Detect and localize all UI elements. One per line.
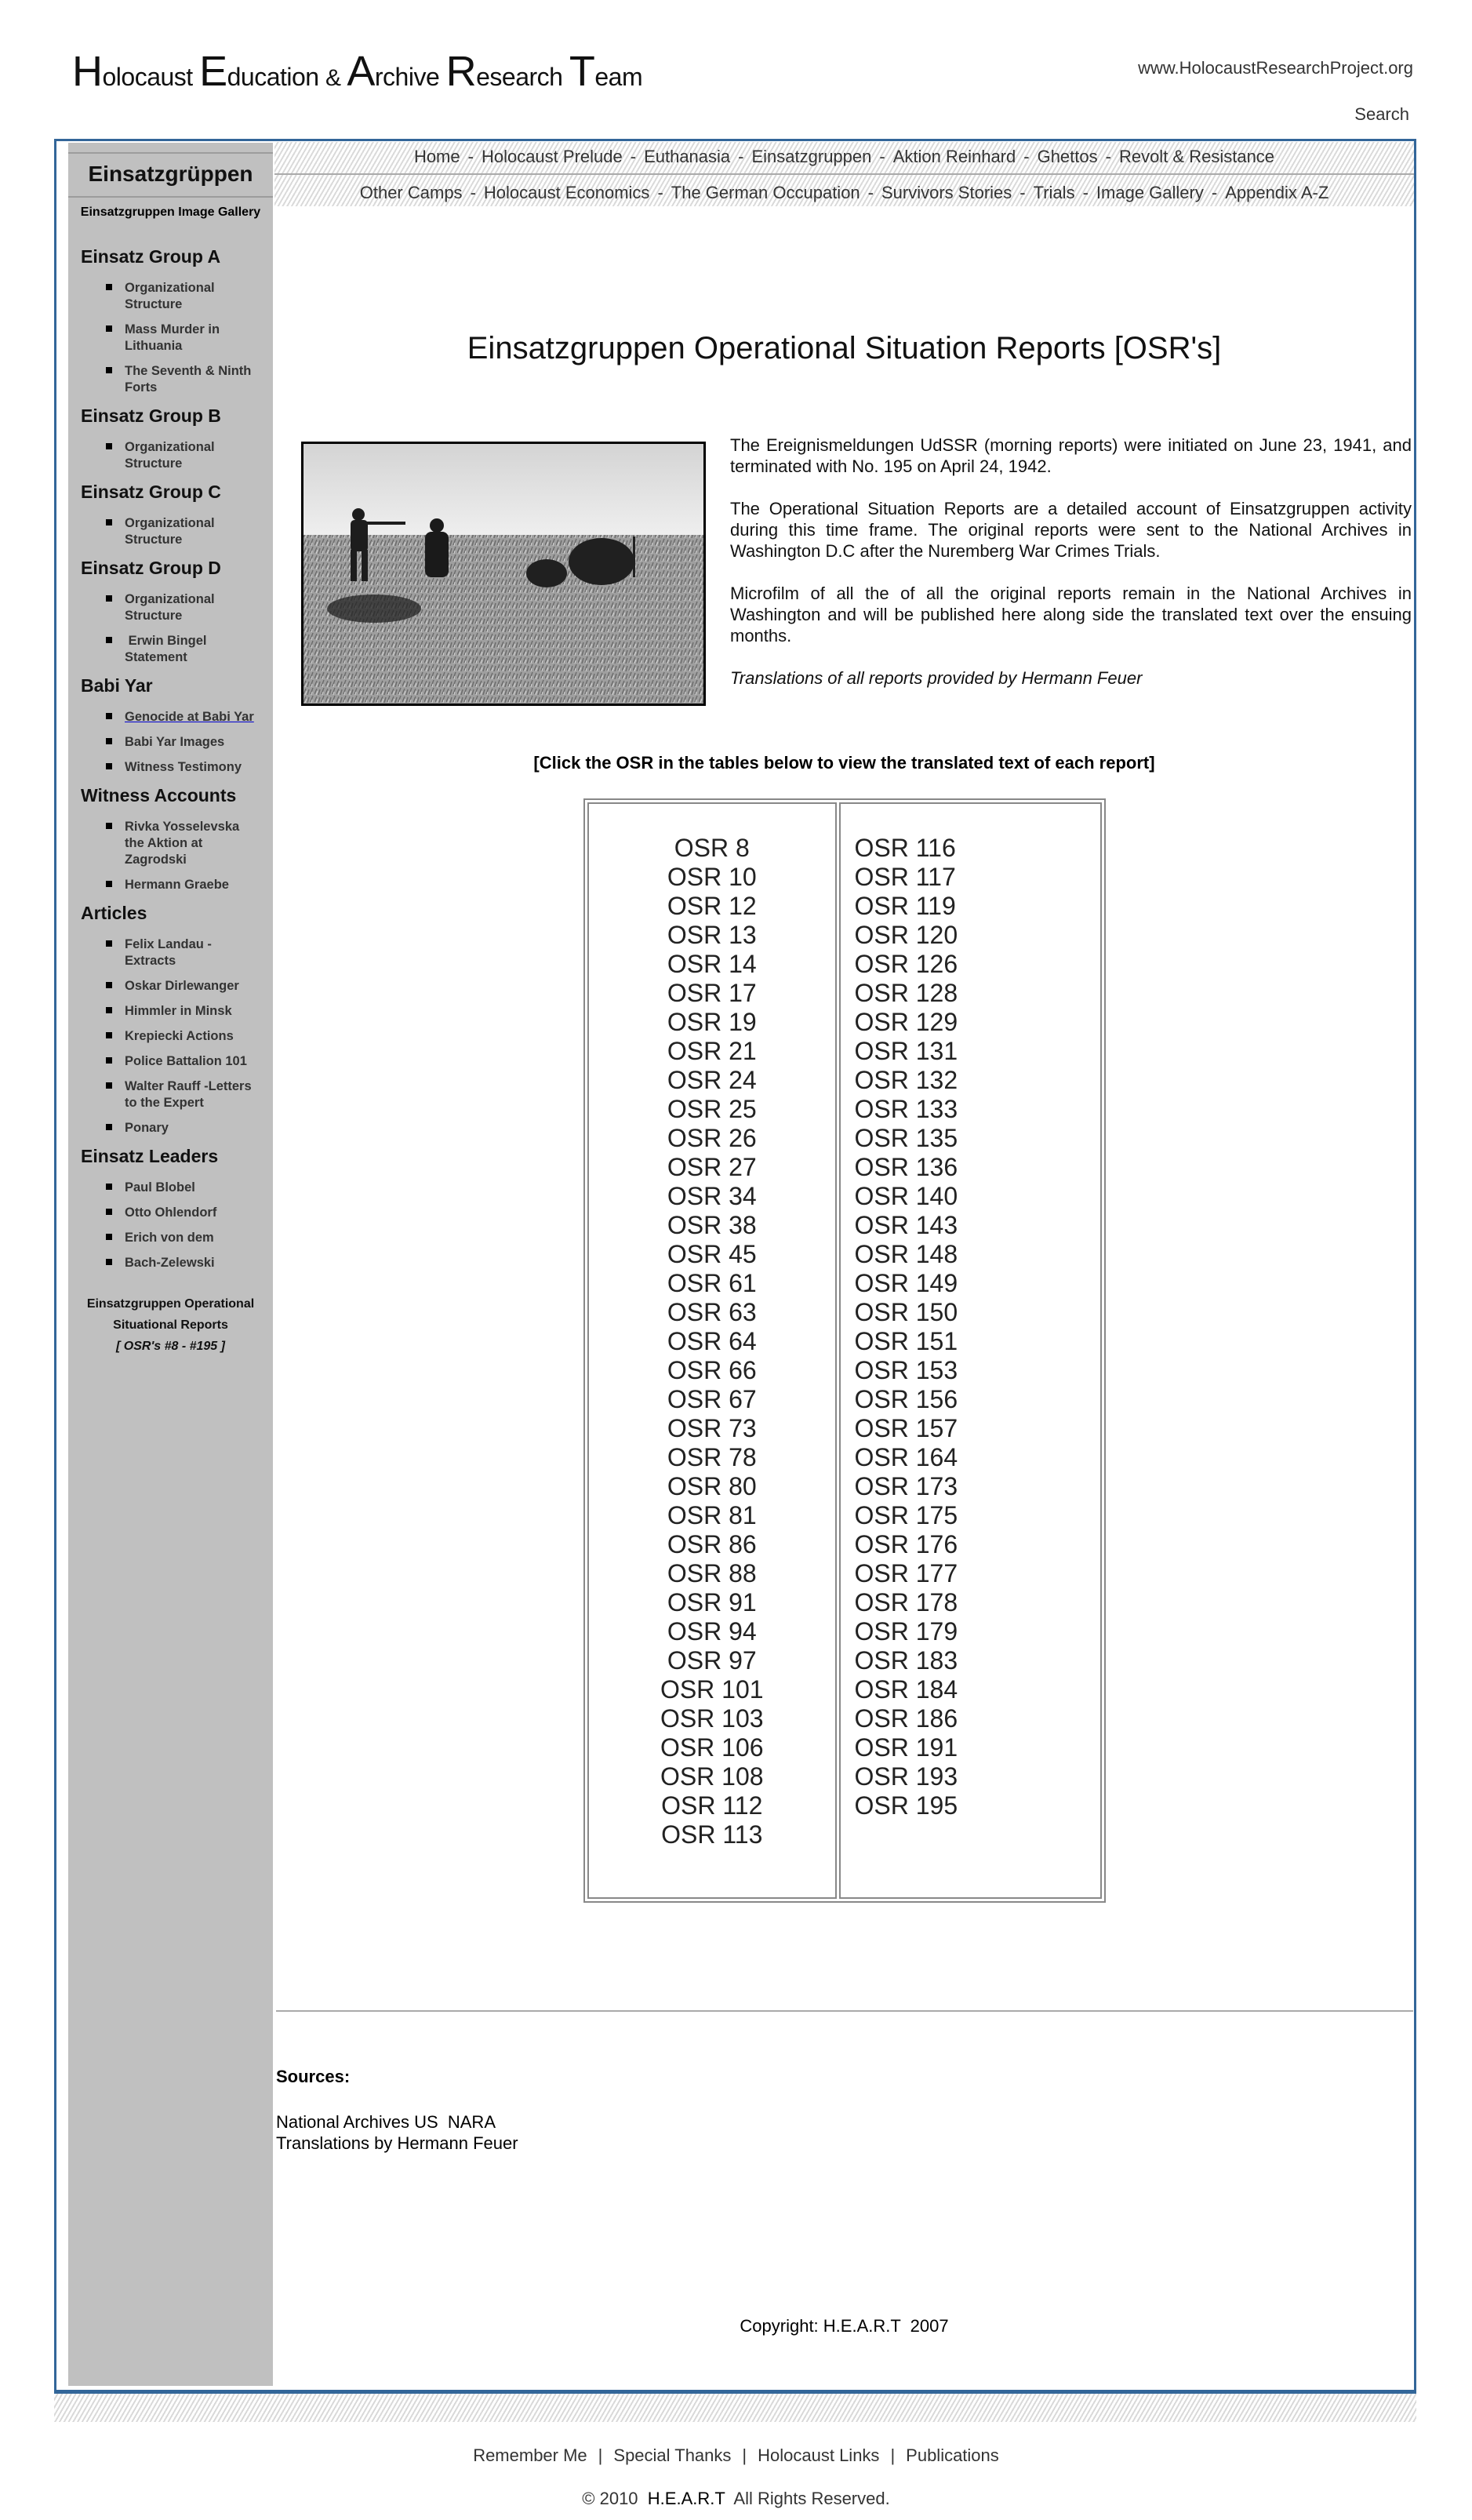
- osr-link-osr-34[interactable]: OSR 34: [667, 1182, 757, 1210]
- nav-separator: -: [657, 183, 663, 202]
- nav-separator: -: [467, 147, 474, 166]
- nav-separator: -: [1211, 183, 1218, 202]
- sidebar-link-erwin-bingel-statement[interactable]: Erwin Bingel Statement: [125, 634, 211, 664]
- title-word: eam: [594, 63, 643, 91]
- sidebar-osr-range: [ OSR's #8 - #195 ]: [116, 1340, 225, 1353]
- sidebar-link-organizational-structure[interactable]: Organizational Structure: [125, 281, 219, 311]
- sidebar-item: [106, 322, 258, 355]
- nav-link-holocaust-economics[interactable]: Holocaust Economics: [483, 183, 650, 202]
- sidebar-item: [106, 1028, 258, 1045]
- osr-link-osr-94[interactable]: OSR 94: [667, 1617, 757, 1645]
- sidebar-item: [106, 978, 258, 995]
- sidebar-item: [106, 1230, 258, 1246]
- sidebar-banner: Einsatzgrüppen: [68, 152, 273, 198]
- sidebar-link-police-battalion-101[interactable]: Police Battalion 101: [125, 1054, 247, 1068]
- osr-column-left: [587, 802, 837, 1899]
- osr-link-osr-25[interactable]: OSR 25: [667, 1095, 757, 1123]
- sidebar-link-erich-von-dem[interactable]: Erich von dem: [125, 1231, 214, 1245]
- footer-link-special-thanks[interactable]: Special Thanks: [613, 2445, 732, 2465]
- footer-separator: |: [598, 2445, 603, 2465]
- sidebar-link-organizational-structure[interactable]: Organizational Structure: [125, 440, 219, 471]
- sidebar-item: [106, 734, 258, 751]
- sidebar-link-rivka-yosselevska-the-aktion-at-zagrodski[interactable]: Rivka Yosselevska the Aktion at Zagrodski: [125, 820, 243, 867]
- osr-link-osr-21[interactable]: OSR 21: [667, 1037, 757, 1065]
- sidebar-item: [106, 819, 258, 868]
- source-item: Translations by Hermann Feuer: [276, 2133, 518, 2153]
- footer-copy-suffix: All Rights Reserved.: [729, 2489, 890, 2508]
- nav-link-trials[interactable]: Trials: [1033, 183, 1075, 202]
- sidebar-heading-einsatz-group-d: Einsatz Group D: [81, 558, 221, 578]
- nav-link-ghettos[interactable]: Ghettos: [1037, 147, 1098, 166]
- sidebar-link-genocide-at-babi-yar[interactable]: Genocide at Babi Yar: [125, 710, 254, 724]
- sidebar-list: [68, 591, 273, 666]
- nav-link-the-german-occupation[interactable]: The German Occupation: [671, 183, 860, 202]
- osr-link-osr-101[interactable]: OSR 101: [660, 1675, 764, 1704]
- sidebar-link-organizational-structure[interactable]: Organizational Structure: [125, 592, 219, 623]
- footer-separator: |: [890, 2445, 896, 2465]
- sidebar-heading-einsatz-group-b: Einsatz Group B: [81, 405, 221, 426]
- osr-link-osr-148[interactable]: OSR 148: [854, 1240, 958, 1268]
- osr-link-osr-91[interactable]: OSR 91: [667, 1588, 757, 1616]
- osr-link-osr-24[interactable]: OSR 24: [667, 1066, 757, 1094]
- nav-link-survivors-stories[interactable]: Survivors Stories: [881, 183, 1012, 202]
- sidebar-item: [106, 877, 258, 893]
- sidebar-item: [106, 1205, 258, 1221]
- title-word: rchive: [374, 63, 446, 91]
- osr-link-osr-131[interactable]: OSR 131: [854, 1037, 958, 1065]
- sidebar-item: [106, 1078, 258, 1111]
- main-nav-row-2: [274, 175, 1414, 206]
- osr-link-osr-133[interactable]: OSR 133: [854, 1095, 958, 1123]
- sidebar-link-paul-blobel[interactable]: Paul Blobel: [125, 1180, 195, 1195]
- translation-credit: Translations of all reports provided by Hermann Feuer: [730, 668, 1143, 688]
- osr-link-osr-13[interactable]: OSR 13: [667, 921, 757, 949]
- osr-link-osr-183[interactable]: OSR 183: [854, 1646, 958, 1675]
- osr-link-osr-19[interactable]: OSR 19: [667, 1008, 757, 1036]
- osr-link-osr-67[interactable]: OSR 67: [667, 1385, 757, 1413]
- nav-link-appendix-a-z[interactable]: Appendix A-Z: [1225, 183, 1329, 202]
- footer-copyright: [0, 2489, 1472, 2509]
- sidebar-list: [68, 515, 273, 548]
- sidebar-link-ponary[interactable]: Ponary: [125, 1121, 169, 1135]
- sidebar-list: [68, 709, 273, 776]
- osr-link-osr-119[interactable]: OSR 119: [854, 892, 956, 920]
- osr-link-osr-178[interactable]: OSR 178: [854, 1588, 958, 1616]
- osr-link-osr-176[interactable]: OSR 176: [854, 1530, 958, 1558]
- osr-link-osr-132[interactable]: OSR 132: [854, 1066, 958, 1094]
- nav-link-image-gallery[interactable]: Image Gallery: [1096, 183, 1204, 202]
- osr-link-osr-177[interactable]: OSR 177: [854, 1559, 958, 1587]
- footer-heart-link[interactable]: H.E.A.R.T: [642, 2489, 730, 2508]
- sidebar-list: [68, 439, 273, 472]
- main-nav-row-1: [274, 142, 1414, 175]
- footer-link-publications[interactable]: Publications: [906, 2445, 999, 2465]
- sidebar-item: [106, 1255, 258, 1271]
- execution-photo: [301, 442, 706, 706]
- sidebar-link-felix-landau-extracts[interactable]: Felix Landau - Extracts: [125, 937, 216, 968]
- sidebar: [68, 143, 273, 2386]
- osr-link-osr-12[interactable]: OSR 12: [667, 892, 757, 920]
- nav-link-aktion-reinhard[interactable]: Aktion Reinhard: [892, 147, 1016, 166]
- osr-link-osr-117[interactable]: OSR 117: [854, 863, 956, 891]
- sidebar-item: [106, 1053, 258, 1070]
- osr-link-osr-81[interactable]: OSR 81: [667, 1501, 757, 1529]
- sidebar-item: [106, 439, 258, 472]
- sidebar-list: [68, 936, 273, 1136]
- sidebar-link-himmler-in-minsk[interactable]: Himmler in Minsk: [125, 1004, 232, 1018]
- osr-link-osr-128[interactable]: OSR 128: [854, 979, 958, 1007]
- osr-link-osr-103[interactable]: OSR 103: [660, 1704, 764, 1733]
- intro-text: [730, 435, 1412, 710]
- osr-link-osr-106[interactable]: OSR 106: [660, 1733, 764, 1762]
- sidebar-heading-witness-accounts: Witness Accounts: [81, 785, 237, 805]
- sidebar-osr-link[interactable]: [68, 1293, 273, 1357]
- sidebar-heading-einsatz-group-c: Einsatz Group C: [81, 482, 221, 502]
- footer-link-holocaust-links[interactable]: Holocaust Links: [758, 2445, 880, 2465]
- osr-link-osr-14[interactable]: OSR 14: [667, 950, 757, 978]
- nav-separator: -: [867, 183, 874, 202]
- intro-paragraph: The Operational Situation Reports are a detailed account of Einsatzgruppen activity during this time frame. The original reports were sent to the National Archives in Washington D.C after the Nuremberg War Crimes Trials.: [730, 499, 1412, 561]
- page-title: Einsatzgruppen Operational Situation Reports [OSR's]: [467, 331, 1222, 365]
- osr-link-osr-153[interactable]: OSR 153: [854, 1356, 958, 1384]
- sidebar-list: [68, 819, 273, 893]
- sidebar-item: [106, 936, 258, 969]
- osr-link-osr-108[interactable]: OSR 108: [660, 1762, 764, 1791]
- osr-column-right: [839, 802, 1103, 1899]
- osr-link-osr-191[interactable]: OSR 191: [854, 1733, 958, 1762]
- sidebar-gallery-link[interactable]: Einsatzgruppen Image Gallery: [80, 205, 261, 219]
- nav-link-euthanasia[interactable]: Euthanasia: [644, 147, 731, 166]
- search-link[interactable]: Search: [1354, 104, 1409, 124]
- nav-link-einsatzgruppen[interactable]: Einsatzgruppen: [751, 147, 872, 166]
- osr-link-osr-66[interactable]: OSR 66: [667, 1356, 757, 1384]
- footer-links: [0, 2445, 1472, 2466]
- sidebar-item: [106, 709, 258, 725]
- content-copyright: Copyright: H.E.A.R.T 2007: [740, 2316, 949, 2336]
- osr-link-osr-116[interactable]: OSR 116: [854, 834, 956, 862]
- sidebar-item: [106, 1120, 258, 1136]
- title-word: esearch: [476, 63, 569, 91]
- osr-link-osr-17[interactable]: OSR 17: [667, 979, 757, 1007]
- osr-link-osr-179[interactable]: OSR 179: [854, 1617, 958, 1645]
- osr-link-osr-149[interactable]: OSR 149: [854, 1269, 958, 1297]
- sidebar-link-walter-rauff-letters-to-the-expert[interactable]: Walter Rauff -Letters to the Expert: [125, 1079, 256, 1110]
- sidebar-link-otto-ohlendorf[interactable]: Otto Ohlendorf: [125, 1205, 217, 1220]
- footer-link-remember-me[interactable]: Remember Me: [473, 2445, 587, 2465]
- sidebar-heading-articles: Articles: [81, 903, 147, 923]
- nav-separator: -: [1019, 183, 1026, 202]
- sidebar-sections: [68, 246, 273, 1271]
- title-word: ducation: [227, 63, 325, 91]
- nav-separator: -: [470, 183, 476, 202]
- title-initial: A: [347, 48, 375, 95]
- sidebar-item: [106, 1003, 258, 1020]
- osr-link-osr-80[interactable]: OSR 80: [667, 1472, 757, 1500]
- sidebar-link-oskar-dirlewanger[interactable]: Oskar Dirlewanger: [125, 979, 239, 993]
- sidebar-link-krepiecki-actions[interactable]: Krepiecki Actions: [125, 1029, 234, 1043]
- sidebar-list: [68, 280, 273, 396]
- nav-separator: -: [1105, 147, 1111, 166]
- sidebar-link-organizational-structure[interactable]: Organizational Structure: [125, 516, 219, 547]
- sidebar-item: [106, 280, 258, 313]
- osr-instruction: [Click the OSR in the tables below to view the translated text of each report]: [533, 753, 1155, 773]
- footer-separator: |: [742, 2445, 747, 2465]
- osr-link-osr-156[interactable]: OSR 156: [854, 1385, 958, 1413]
- footer-stripe: [54, 2394, 1416, 2422]
- nav-link-other-camps[interactable]: Other Camps: [359, 183, 463, 202]
- nav-separator: -: [879, 147, 885, 166]
- sources-heading: Sources:: [276, 2067, 351, 2086]
- nav-link-home[interactable]: Home: [413, 147, 460, 166]
- osr-link-osr-112[interactable]: OSR 112: [661, 1791, 763, 1820]
- nav-separator: -: [630, 147, 637, 166]
- sidebar-link-hermann-graebe[interactable]: Hermann Graebe: [125, 878, 229, 892]
- site-url-link[interactable]: www.HolocaustResearchProject.org: [1138, 58, 1413, 78]
- osr-link-osr-61[interactable]: OSR 61: [667, 1269, 757, 1297]
- osr-link-osr-63[interactable]: OSR 63: [667, 1298, 757, 1326]
- osr-table: [583, 798, 1106, 1903]
- osr-link-osr-73[interactable]: OSR 73: [667, 1414, 757, 1442]
- sidebar-heading-babi-yar: Babi Yar: [81, 675, 153, 696]
- osr-link-osr-136[interactable]: OSR 136: [854, 1153, 958, 1181]
- osr-link-osr-135[interactable]: OSR 135: [854, 1124, 958, 1152]
- sidebar-item: [106, 363, 258, 396]
- title-initial: R: [445, 48, 477, 95]
- osr-link-osr-164[interactable]: OSR 164: [854, 1443, 958, 1471]
- sidebar-list: [68, 1180, 273, 1271]
- title-word: olocaust: [102, 63, 200, 91]
- osr-link-osr-193[interactable]: OSR 193: [854, 1762, 958, 1791]
- sidebar-osr-line2: Situational Reports: [113, 1318, 228, 1332]
- sidebar-item: [106, 1180, 258, 1196]
- sidebar-link-the-seventh-and-ninth-forts[interactable]: The Seventh & Ninth Forts: [125, 364, 255, 395]
- osr-link-osr-8[interactable]: OSR 8: [674, 834, 750, 862]
- sidebar-item: [106, 759, 258, 776]
- sidebar-link-mass-murder-in-lithuania[interactable]: Mass Murder in Lithuania: [125, 322, 224, 353]
- site-title[interactable]: [72, 47, 642, 96]
- nav-link-revolt-and-resistance[interactable]: Revolt & Resistance: [1118, 147, 1275, 166]
- osr-link-osr-129[interactable]: OSR 129: [854, 1008, 958, 1036]
- osr-link-osr-195[interactable]: OSR 195: [854, 1791, 958, 1820]
- sidebar-link-babi-yar-images[interactable]: Babi Yar Images: [125, 735, 225, 749]
- sidebar-item: [106, 633, 258, 666]
- osr-link-osr-86[interactable]: OSR 86: [667, 1530, 757, 1558]
- sidebar-link-witness-testimony[interactable]: Witness Testimony: [125, 760, 242, 774]
- sidebar-item: [106, 515, 258, 548]
- content-divider: [276, 2010, 1413, 2012]
- nav-separator: -: [1023, 147, 1030, 166]
- footer-copy-prefix: © 2010: [582, 2489, 643, 2508]
- osr-link-osr-45[interactable]: OSR 45: [667, 1240, 757, 1268]
- osr-link-osr-78[interactable]: OSR 78: [667, 1443, 757, 1471]
- sidebar-heading-einsatz-leaders: Einsatz Leaders: [81, 1146, 219, 1166]
- osr-link-osr-173[interactable]: OSR 173: [854, 1472, 958, 1500]
- sidebar-item: [106, 591, 258, 624]
- nav-separator: -: [1082, 183, 1089, 202]
- nav-link-holocaust-prelude[interactable]: Holocaust Prelude: [481, 147, 623, 166]
- title-initial: E: [199, 48, 227, 95]
- osr-link-osr-186[interactable]: OSR 186: [854, 1704, 958, 1733]
- source-item: National Archives US NARA: [276, 2112, 496, 2132]
- osr-link-osr-88[interactable]: OSR 88: [667, 1559, 757, 1587]
- osr-link-osr-10[interactable]: OSR 10: [667, 863, 757, 891]
- intro-paragraph: Microfilm of all the of all the original reports remain in the National Archives in Washington and will be published here along side the translated text over the ensuing months.: [730, 584, 1412, 645]
- title-initial: H: [72, 48, 103, 95]
- osr-link-osr-64[interactable]: OSR 64: [667, 1327, 757, 1355]
- osr-link-osr-157[interactable]: OSR 157: [854, 1414, 958, 1442]
- title-initial: T: [569, 48, 595, 95]
- photo-image: [303, 444, 703, 704]
- osr-link-osr-38[interactable]: OSR 38: [667, 1211, 757, 1239]
- osr-link-osr-97[interactable]: OSR 97: [667, 1646, 757, 1675]
- title-ampersand: &: [325, 65, 347, 91]
- nav-separator: -: [738, 147, 744, 166]
- osr-link-osr-26[interactable]: OSR 26: [667, 1124, 757, 1152]
- osr-link-osr-175[interactable]: OSR 175: [854, 1501, 958, 1529]
- osr-link-osr-151[interactable]: OSR 151: [854, 1327, 958, 1355]
- sidebar-heading-einsatz-group-a: Einsatz Group A: [81, 246, 221, 267]
- sources-list: [276, 2111, 518, 2154]
- osr-link-osr-126[interactable]: OSR 126: [854, 950, 958, 978]
- sidebar-osr-line1: Einsatzgruppen Operational: [86, 1297, 255, 1311]
- osr-link-osr-113[interactable]: OSR 113: [661, 1820, 763, 1849]
- intro-paragraph: The Ereignismeldungen UdSSR (morning reports) were initiated on June 23, 1941, and terminated with No. 195 on April 24, 1942.: [730, 435, 1412, 476]
- osr-link-osr-150[interactable]: OSR 150: [854, 1298, 958, 1326]
- osr-link-osr-143[interactable]: OSR 143: [854, 1211, 958, 1239]
- osr-link-osr-120[interactable]: OSR 120: [854, 921, 958, 949]
- osr-link-osr-140[interactable]: OSR 140: [854, 1182, 958, 1210]
- sidebar-link-bach-zelewski[interactable]: Bach-Zelewski: [125, 1256, 215, 1270]
- osr-link-osr-27[interactable]: OSR 27: [667, 1153, 757, 1181]
- osr-link-osr-184[interactable]: OSR 184: [854, 1675, 958, 1704]
